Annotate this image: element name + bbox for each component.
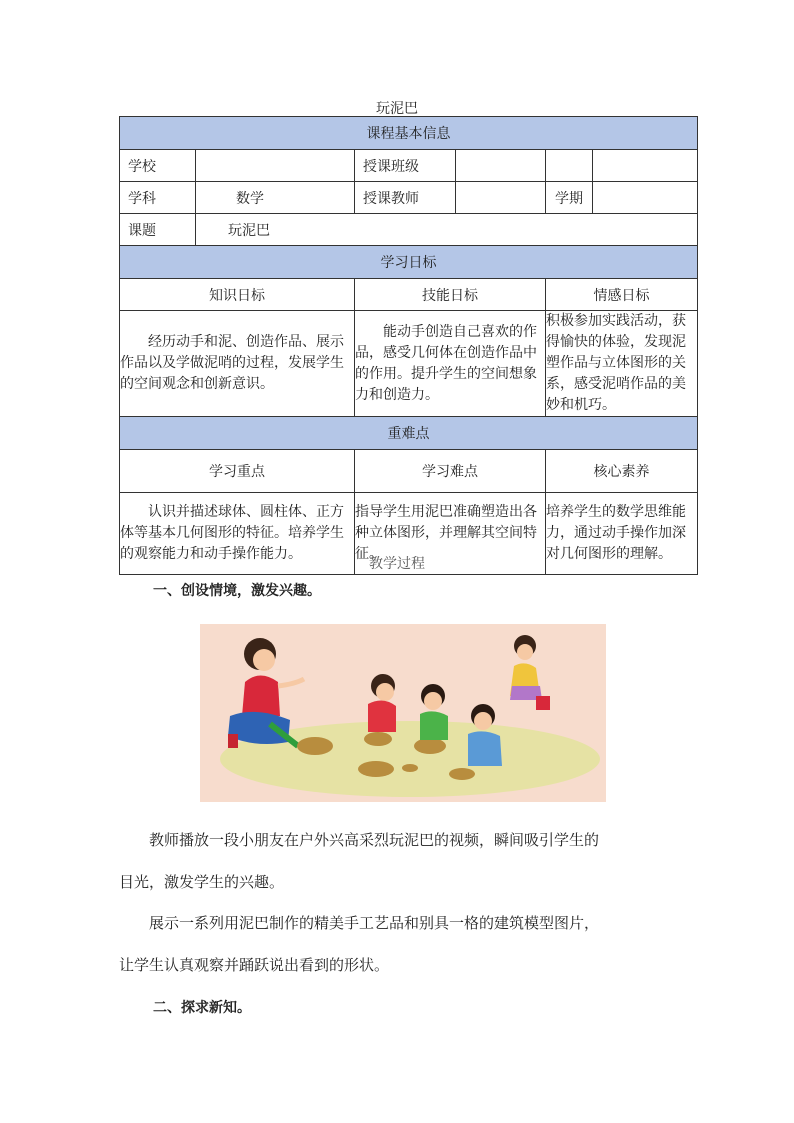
empty-cell (593, 150, 698, 182)
paragraph-video-line2: 目光，激发学生的兴趣。 (119, 873, 285, 891)
empty-cell (546, 150, 593, 182)
key-point-text: 认识并描述球体、圆柱体、正方体等基本几何图形的特征。培养学生的观察能力和动手操作能力。 (120, 493, 355, 575)
topic-value: 玩泥巴 (196, 214, 698, 246)
paragraph-images-line2: 让学生认真观察并踊跃说出看到的形状。 (119, 956, 390, 974)
paragraph-video-line1: 教师播放一段小朋友在户外兴高采烈玩泥巴的视频，瞬间吸引学生的 (149, 831, 600, 849)
difficulty-header: 学习难点 (355, 450, 546, 493)
class-value (456, 150, 546, 182)
children-playing-mud-illustration (200, 624, 606, 802)
subject-value: 数学 (196, 182, 355, 214)
term-value (593, 182, 698, 214)
term-label: 学期 (546, 182, 593, 214)
skill-goal-header: 技能日标 (355, 279, 546, 311)
course-info-table (119, 116, 698, 575)
difficulty-text: 指导学生用泥巴准确塑造出各种立体图形，并理解其空间特征。 (355, 493, 546, 575)
school-value (196, 150, 355, 182)
teacher-value (456, 182, 546, 214)
subject-label: 学科 (120, 182, 196, 214)
knowledge-goal-text: 经历动手和泥、创造作品、展示作品以及学做泥哨的过程，发展学生的空间观念和创新意识。 (120, 311, 355, 417)
step-one-heading: 一、创设情境，激发兴趣。 (153, 583, 321, 599)
document-title: 玩泥巴 (376, 101, 418, 117)
step-two-heading: 二、探求新知。 (153, 1000, 251, 1016)
class-label: 授课班级 (355, 150, 456, 182)
knowledge-goal-header: 知识日标 (120, 279, 355, 311)
course-info-header: 课程基本信息 (120, 117, 698, 150)
emotion-goal-header: 情感日标 (546, 279, 698, 311)
skill-goal-text: 能动手创造自己喜欢的作品，感受几何体在创造作品中的作用。提升学生的空间想象力和创造力。 (355, 311, 546, 417)
school-label: 学校 (120, 150, 196, 182)
teaching-process-title: 教学过程 (369, 556, 425, 572)
teacher-label: 授课教师 (355, 182, 456, 214)
core-literacy-header: 核心素养 (546, 450, 698, 493)
emotion-goal-text: 积极参加实践活动，获得愉快的体验，发现泥塑作品与立体图形的关系，感受泥哨作品的美妙和机巧。 (546, 311, 698, 417)
paragraph-images-line1: 展示一系列用泥巴制作的精美手工艺品和别具一格的建筑模型图片， (149, 914, 600, 932)
topic-label: 课题 (120, 214, 196, 246)
goals-header: 学习日标 (120, 246, 698, 279)
key-points-header: 重难点 (120, 417, 698, 450)
core-literacy-text: 培养学生的数学思维能力，通过动手操作加深对几何图形的理解。 (546, 493, 698, 575)
key-point-header: 学习重点 (120, 450, 355, 493)
